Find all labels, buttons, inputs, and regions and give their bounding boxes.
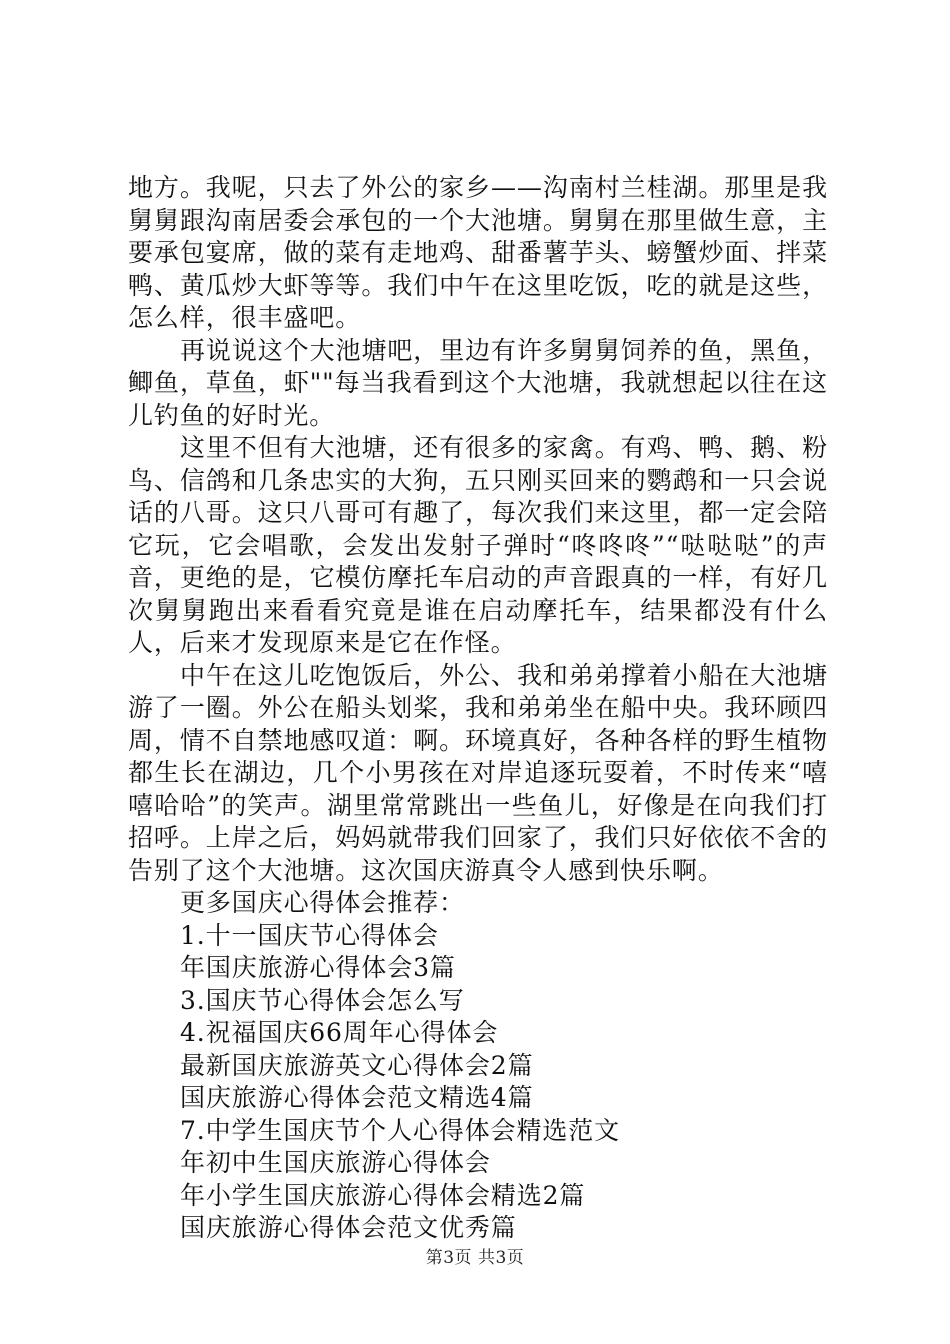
recommendation-item: 年初中生国庆旅游心得体会 (180, 1148, 491, 1177)
recommendation-item: 年小学生国庆旅游心得体会精选2篇 (180, 1180, 586, 1210)
paragraph-pond: 再说说这个大池塘吧，里边有许多舅舅饲养的鱼，黑鱼，鲫鱼，草鱼，虾""每当我看到这个大池塘，我就想起以往在这儿钓鱼的好时光。 (128, 335, 828, 430)
paragraph-boating: 中午在这儿吃饱饭后，外公、我和弟弟撑着小船在大池塘游了一圈。外公在船头划桨，我和弟弟坐在船中央。我环顾四周，情不自禁地感叹道：啊。环境真好，各种各样的野生植物都生长在湖边，几个小男孩在对岸追逐玩耍着，不时传来“嘻嘻哈哈”的笑声。湖里常常跳出一些鱼儿，好像是在向我们打招呼。上岸之后，妈妈就带我们回家了，我们只好依依不舍的告别了这个大池塘。这次国庆游真令人感到快乐啊。 (128, 660, 828, 885)
paragraph-continuation: 地方。我呢，只去了外公的家乡——沟南村兰桂湖。那里是我舅舅跟沟南居委会承包的一个大池塘。舅舅在那里做生意，主要承包宴席，做的菜有走地鸡、甜番薯芋头、螃蟹炒面、拌菜鸭、黄瓜炒大虾等等。我们中午在这里吃饭，吃的就是这些，怎么样，很丰盛吧。 (128, 173, 828, 332)
recommendation-item: 4.祝福国庆66周年心得体会 (180, 1018, 499, 1047)
recommend-heading: 更多国庆心得体会推荐： (180, 888, 465, 917)
recommendation-item: 国庆旅游心得体会范文精选4篇 (180, 1083, 534, 1112)
recommendation-list (128, 887, 828, 1245)
recommendation-item: 国庆旅游心得体会范文优秀篇 (180, 1213, 517, 1242)
recommendation-item: 7.中学生国庆节个人心得体会精选范文 (180, 1115, 621, 1145)
paragraph-poultry: 这里不但有大池塘，还有很多的家禽。有鸡、鸭、鹅、粉鸟、信鸽和几条忠实的大狗，五只刚买回来的鹦鹉和一只会说话的八哥。这只八哥可有趣了，每次我们来这里，都一定会陪它玩，它会唱歌，会发出发射子弹时“咚咚咚”“哒哒哒”的声音，更绝的是，它模仿摩托车启动的声音跟真的一样，有好几次舅舅跑出来看看究竟是谁在启动摩托车，结果都没有什么人，后来才发现原来是它在作怪。 (128, 433, 828, 657)
document-body (128, 172, 828, 1245)
recommendation-item: 3.国庆节心得体会怎么写 (180, 985, 465, 1015)
recommendation-item: 1.十一国庆节心得体会 (180, 920, 439, 950)
recommendation-item: 最新国庆旅游英文心得体会2篇 (180, 1050, 534, 1080)
recommendation-item: 年国庆旅游心得体会3篇 (180, 953, 456, 982)
page-number-footer: 第3页 共3页 (425, 1248, 525, 1268)
